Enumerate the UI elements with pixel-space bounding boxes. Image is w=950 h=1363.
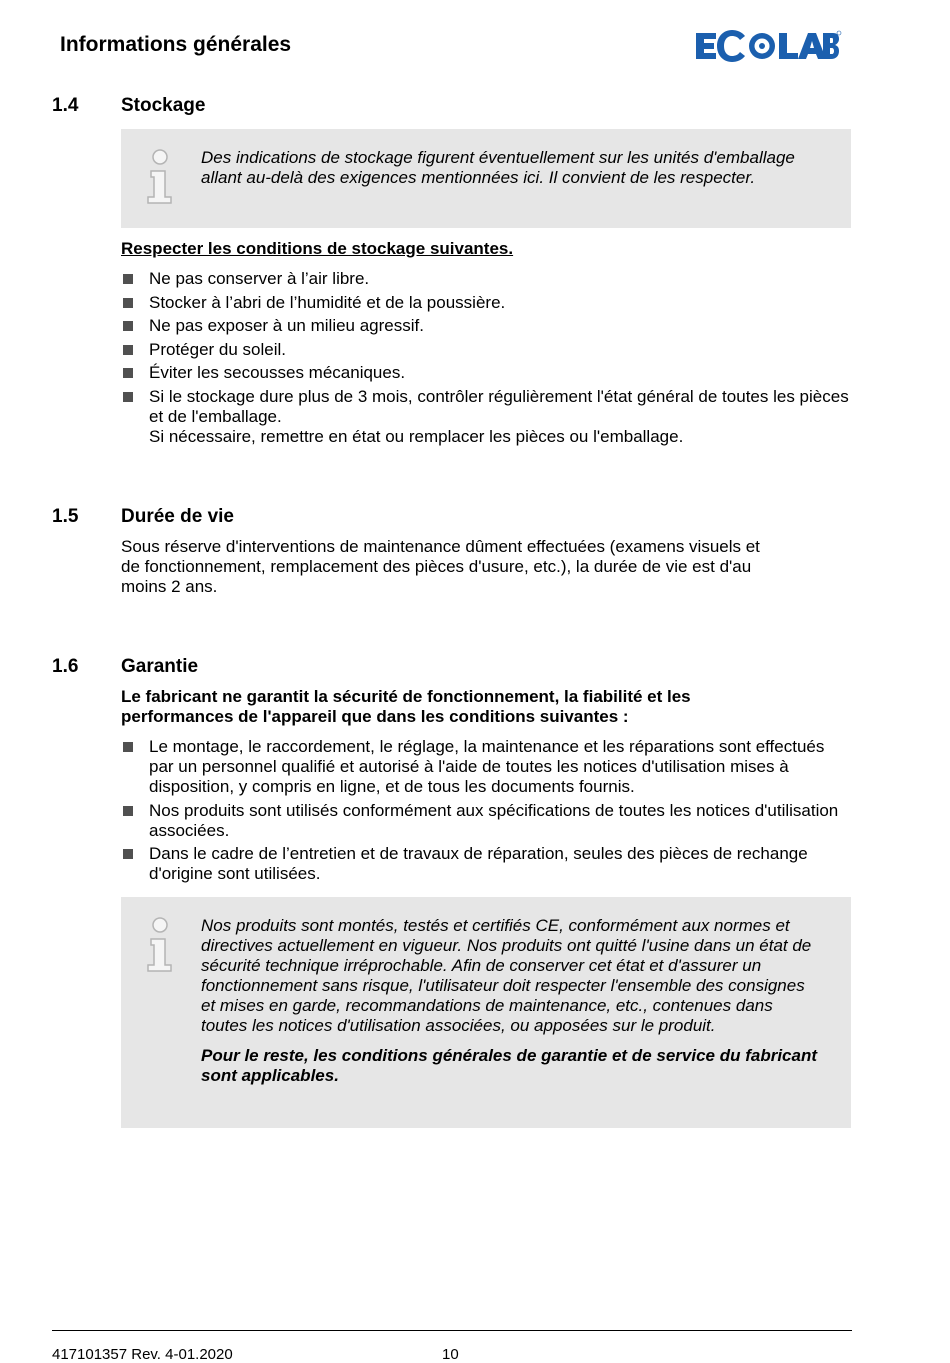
list-item: Protéger du soleil.	[121, 340, 851, 360]
lifetime-text: Sous réserve d'interventions de maintenance dûment effectuées (examens visuels et de fonctionnement, remplacement des pièces d'usure, etc.), la durée de vie est d'au moins 2 ans.	[121, 537, 760, 596]
bullet-square-icon	[123, 806, 133, 816]
info-text-storage: Des indications de stockage figurent éventuellement sur les unités d'emballage allant au-delà des exigences mentionnées ici. Il convient de les respecter.	[201, 148, 795, 187]
list-item: Ne pas exposer à un milieu agressif.	[121, 316, 851, 336]
section-title-lifetime: Durée de vie	[121, 506, 234, 527]
header-title: Informations générales	[60, 33, 292, 56]
footer-doc-ref: 417101357 Rev. 4-01.2020	[52, 1346, 233, 1363]
footer-divider	[52, 1330, 852, 1331]
list-item: Stocker à l’abri de l’humidité et de la poussière.	[121, 293, 851, 313]
storage-conditions-list	[121, 269, 851, 447]
warranty-conditions-list	[121, 737, 851, 884]
bullet-square-icon	[123, 274, 133, 284]
list-item: Ne pas conserver à l’air libre.	[121, 269, 851, 289]
list-item: Le montage, le raccordement, le réglage, la maintenance et les réparations sont effectués par un personnel qualifié et autorisé à l'aide de toutes les notices d'utilisation mises à disposition, y compris en ligne, et de tous les documents fournis.	[121, 737, 851, 797]
bullet-square-icon	[123, 392, 133, 402]
list-item: Nos produits sont utilisés conformément aux spécifications de toutes les notices d'utilisation associées.	[121, 801, 851, 841]
info-icon	[146, 917, 176, 973]
storage-conditions-lead: Respecter les conditions de stockage suivantes.	[121, 239, 514, 258]
info-text-warranty: Nos produits sont montés, testés et certifiés CE, conformément aux normes et directives actuellement en vigueur. Nos produits ont quitté l'usine dans un état de sécurité technique irréprochable. Afin de conserver cet état et d'assurer un fonctionnement sans risque, l'utilisateur doit respecter l'ensemble des consignes et mises en garde, recommandations de maintenance, etc., contenues dans toutes les notices d'utilisation associées, ou apposées sur le produit.	[201, 916, 812, 1035]
info-text-warranty-bold: Pour le reste, les conditions générales de garantie et de service du fabricant sont applicables.	[201, 1046, 817, 1085]
list-item: Dans le cadre de l’entretien et de travaux de réparation, seules des pièces de rechange d'origine sont utilisées.	[121, 844, 851, 884]
list-item: Éviter les secousses mécaniques.	[121, 363, 851, 383]
info-box-warranty	[121, 897, 851, 1128]
section-title-warranty: Garantie	[121, 656, 199, 677]
bullet-square-icon	[123, 742, 133, 752]
info-box-storage	[121, 129, 851, 228]
warranty-lead: Le fabricant ne garantit la sécurité de fonctionnement, la fiabilité et les performances de l'appareil que dans les conditions suivantes :	[121, 687, 691, 726]
section-number-1-4: 1.4	[52, 95, 79, 116]
page-number: 10	[442, 1346, 459, 1363]
section-title-storage: Stockage	[121, 95, 206, 116]
list-item: Si le stockage dure plus de 3 mois, contrôler régulièrement l'état général de toutes les pièces et de l'emballage. Si nécessaire, remettre en état ou remplacer les pièces ou l'emballage.	[121, 387, 851, 447]
bullet-square-icon	[123, 298, 133, 308]
section-number-1-6: 1.6	[52, 656, 79, 677]
info-icon	[146, 149, 176, 205]
bullet-square-icon	[123, 368, 133, 378]
section-number-1-5: 1.5	[52, 506, 79, 527]
bullet-square-icon	[123, 321, 133, 331]
ecolab-logo	[694, 29, 842, 63]
bullet-square-icon	[123, 345, 133, 355]
bullet-square-icon	[123, 849, 133, 859]
